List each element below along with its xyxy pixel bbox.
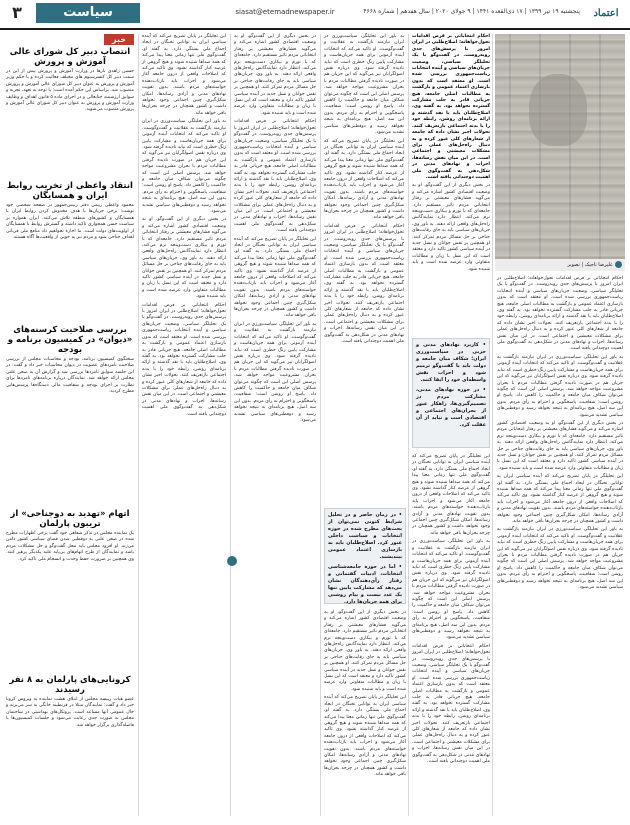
pull-quote-text: • در حوزه نهادهای مدنی، مشارکت مردم در تصمیم‌گیری‌ها، راهکار عبور از بحران‌های اجتماعی و اقتصادی است و نباید از آن غفلت کرد.: [416, 387, 486, 428]
article-paragraph: احکام انتخاباتی بر فرض اقدامات تحول‌خواهانه؛ اصلاح‌طلبی در ایران امروز با پرسش‌های جدی روبه‌روست. در گفت‌وگو با یک تحلیلگر سیاسی، وضعیت جریان‌های سیاسی و آینده انتخابات ریاست‌جمهوری بررسی شده است. او معتقد است که بدون بازسازی اعتماد عمومی و بازگشت به مطالبات اصلی جامعه، هیچ جریانی قادر به جلب مشارکت گسترده نخواهد بود. به گفته وی، اصلاح‌طلبان باید با نقد گذشته و ارائه برنامه‌ای روشن، رابطه خود را با بدنه اجتماعی بازتعریف کنند. تحولات اخیر نشان داده که جامعه از شعارهای کلی عبور کرده و به دنبال راه‌حل‌های عملی برای مشکلات معیشتی و اجتماعی است. در این میان نقش رسانه‌ها، احزاب و نهادهای مدنی در شکل‌دهی به گفت‌وگوی ملی اهمیت دوچندانی یافته است.: [234, 119, 316, 234]
page-header: [0, 0, 630, 30]
article-paragraph: به باور این تحلیلگر، سیاست‌ورزی در ایران نیازمند بازگشت به عقلانیت و گفت‌وگوست. او تاکید می‌کند که انتخابات آینده آزمونی برای همه جریان‌هاست و مشارکت پایین زنگ خطری است که نباید نادیده گرفته شود. وی درباره نقش اصولگرایان نیز می‌گوید که این جریان هم در صورت نادیده گرفتن مطالبات مردم با بحران مشروعیت مواجه خواهد شد. پرسش اصلی این است که چگونه می‌توان شکاف میان جامعه و حاکمیت را کاهش داد. پاسخ او روشن است: شفافیت، پاسخگویی و احترام به رأی مردم. بدون این سه اصل، هیچ برنامه‌ای به نتیجه نخواهد رسید و دوقطبی‌های سیاسی تشدید می‌شود.: [324, 34, 404, 136]
pull-quote-text: • اما در حوزه جامعه‌شناسی انتخابات، ادبیات گفتمانی و رفتار رأی‌دهندگان نشان می‌دهد که مشارکت پایین تنها یک عدد نیست و پیام روشنی برای همه جریان‌ها دارد.: [328, 564, 402, 605]
pull-quote-text: • کاربرد نهادهای مدنی و حزبی در سیاست‌ورزی ایران؛ شکاف میان جامعه و دولت باید با گفت‌وگو ترمیم شود و احزاب نقش واسطه‌ای خود را ایفا کنند.: [416, 342, 486, 383]
article-paragraph: در بخش دیگری از این گفت‌وگو، او به وضعیت اقتصادی کشور اشاره می‌کند و می‌گوید فشارهای معیشتی بر رفتار انتخاباتی مردم تاثیر مستقیم دارد. جامعه‌ای که با تورم و بیکاری دست‌وپنجه نرم می‌کند، انتظار دارد نمایندگانش راه‌حل‌های واقعی ارائه دهند. به باور وی، جریان‌های سیاسی باید به جای رقابت‌های جناحی بر حل مسائل مردم تمرکز کنند. او همچنین بر نقش جوانان و نسل جدید در آینده سیاسی کشور تاکید دارد و معتقد است که این نسل با زبان و مطالبات متفاوتی وارد عرصه شده است و باید شنیده شود.: [497, 420, 623, 471]
news-item: [6, 181, 134, 319]
article-paragraph: احکام انتخاباتی بر فرض اقدامات تحول‌خواهانه؛ اصلاح‌طلبی در ایران امروز با پرسش‌های جدی روبه‌روست. در گفت‌وگو با یک تحلیلگر سیاسی، وضعیت جریان‌های سیاسی و آینده انتخابات ریاست‌جمهوری بررسی شده است. او معتقد است که بدون بازسازی اعتماد عمومی و بازگشت به مطالبات اصلی جامعه، هیچ جریانی قادر به جلب مشارکت گسترده نخواهد بود. به گفته وی، اصلاح‌طلبان باید با نقد گذشته و ارائه برنامه‌ای روشن، رابطه خود را با بدنه اجتماعی بازتعریف کنند. تحولات اخیر نشان داده که جامعه از شعارهای کلی عبور کرده و به دنبال راه‌حل‌های عملی برای مشکلات معیشتی و اجتماعی است. در این میان نقش رسانه‌ها، احزاب و نهادهای مدنی در شکل‌دهی به گفت‌وگوی ملی اهمیت دوچندانی یافته است.: [412, 643, 490, 765]
column-divider: [230, 34, 231, 816]
section-title: سیاست: [36, 3, 140, 23]
article-lead: احکام انتخاباتی بر فرض اقدامات تحول‌خواهانه؛ اصلاح‌طلبی در ایران امروز با پرسش‌های جدی روبه‌روست. در گفت‌وگو با یک تحلیلگر سیاسی، وضعیت جریان‌های سیاسی و آینده انتخابات ریاست‌جمهوری بررسی شده است. او معتقد است که بدون بازسازی اعتماد عمومی و بازگشت به مطالبات اصلی جامعه، هیچ جریانی قادر به جلب مشارکت گسترده نخواهد بود. به گفته وی، اصلاح‌طلبان باید با نقد گذشته و ارائه برنامه‌ای روشن، رابطه خود را با بدنه اجتماعی بازتعریف کنند. تحولات اخیر نشان داده که جامعه از شعارهای کلی عبور کرده و به دنبال راه‌حل‌های عملی برای مشکلات معیشتی و اجتماعی است. در این میان نقش رسانه‌ها، احزاب و نهادهای مدنی در شکل‌دهی به گفت‌وگوی ملی اهمیت دوچندانی یافته است.: [411, 34, 490, 180]
article-column: [234, 34, 316, 816]
article-paragraph: به باور این تحلیلگر، سیاست‌ورزی در ایران نیازمند بازگشت به عقلانیت و گفت‌وگوست. او تاکید می‌کند که انتخابات آینده آزمونی برای همه جریان‌هاست و مشارکت پایین زنگ خطری است که نباید نادیده گرفته شود. وی درباره نقش اصولگرایان نیز می‌گوید که این جریان هم در صورت نادیده گرفتن مطالبات مردم با بحران مشروعیت مواجه خواهد شد. پرسش اصلی این است که چگونه می‌توان شکاف میان جامعه و حاکمیت را کاهش داد. پاسخ او روشن است: شفافیت، پاسخگویی و احترام به رأی مردم. بدون این سه اصل، هیچ برنامه‌ای به نتیجه نخواهد رسید و دوقطبی‌های سیاسی تشدید می‌شود.: [497, 527, 623, 591]
article-column: [412, 34, 490, 334]
article-column: [324, 34, 404, 504]
article-column: [324, 610, 406, 816]
news-brief-column: [6, 34, 134, 816]
news-item-body: سخنگوی کمیسیون برنامه، بودجه و محاسبات مجلس از بررسی صلاحیت نامزدهای عضویت در دیوان محاسبات خبر داد و گفت: در این جلسه سوابق نامزدها بررسی شد و گزارش آن به صحن علنی مجلس ارائه خواهد شد. نمایندگان درباره برنامه‌های نامزدها برای نظارت بر اجرای بودجه و شفافیت مالی دستگاه‌ها پرسش‌هایی مطرح کردند.: [6, 357, 134, 395]
news-item-body: عضو هیات رییسه مجلس از ابتلای هشت نماینده به ویروس کرونا خبر داد و گفت: نمایندگان مبتلا در قرنطینه خانگی به سر می‌برند و حال عمومی آنها مساعد است. پروتکل‌های بهداشتی در ساختمان مجلس به صورت جدی رعایت می‌شود و جلسات کمیسیون‌ها با فاصله‌گذاری برگزار خواهد شد.: [6, 697, 134, 728]
article-paragraph: احکام انتخاباتی بر فرض اقدامات تحول‌خواهانه؛ اصلاح‌طلبی در ایران امروز با پرسش‌های جدی روبه‌روست. در گفت‌وگو با یک تحلیلگر سیاسی، وضعیت جریان‌های سیاسی و آینده انتخابات ریاست‌جمهوری بررسی شده است. او معتقد است که بدون بازسازی اعتماد عمومی و بازگشت به مطالبات اصلی جامعه، هیچ جریانی قادر به جلب مشارکت گسترده نخواهد بود. به گفته وی، اصلاح‌طلبان باید با نقد گذشته و ارائه برنامه‌ای روشن، رابطه خود را با بدنه اجتماعی بازتعریف کنند. تحولات اخیر نشان داده که جامعه از شعارهای کلی عبور کرده و به دنبال راه‌حل‌های عملی برای مشکلات معیشتی و اجتماعی است. در این میان نقش رسانه‌ها، احزاب و نهادهای مدنی در شکل‌دهی به گفت‌وگوی ملی اهمیت دوچندانی یافته است.: [142, 302, 226, 417]
news-item-body: یک نماینده مجلس در تذکر شفاهی خود گفت برخی اظهارات مطرح شده در صحن علنی به دوقطبی شدن فضای سیاسی کشور دامن می‌زند. او افزود مجلس باید محل گفت‌وگو و حل مشکلات مردم باشد و نمایندگان از طرح اتهام‌های بی‌پایه علیه یکدیگر پرهیز کنند. وی همچنین بر ضرورت حفظ وحدت و انسجام ملی تاکید کرد.: [6, 531, 134, 562]
article-paragraph: احکام انتخاباتی بر فرض اقدامات تحول‌خواهانه؛ اصلاح‌طلبی در ایران امروز با پرسش‌های جدی روبه‌روست. در گفت‌وگو با یک تحلیلگر سیاسی، وضعیت جریان‌های سیاسی و آینده انتخابات ریاست‌جمهوری بررسی شده است. او معتقد است که بدون بازسازی اعتماد عمومی و بازگشت به مطالبات اصلی جامعه، هیچ جریانی قادر به جلب مشارکت گسترده نخواهد بود. به گفته وی، اصلاح‌طلبان باید با نقد گذشته و ارائه برنامه‌ای روشن، رابطه خود را با بدنه اجتماعی بازتعریف کنند. تحولات اخیر نشان داده که جامعه از شعارهای کلی عبور کرده و به دنبال راه‌حل‌های عملی برای مشکلات معیشتی و اجتماعی است. در این میان نقش رسانه‌ها، احزاب و نهادهای مدنی در شکل‌دهی به گفت‌وگوی ملی اهمیت دوچندانی یافته است.: [497, 276, 623, 352]
article-paragraph: به باور این تحلیلگر، سیاست‌ورزی در ایران نیازمند بازگشت به عقلانیت و گفت‌وگوست. او تاکید می‌کند که انتخابات آینده آزمونی برای همه جریان‌هاست و مشارکت پایین زنگ خطری است که نباید نادیده گرفته شود. وی درباره نقش اصولگرایان نیز می‌گوید که این جریان هم در صورت نادیده گرفتن مطالبات مردم با بحران مشروعیت مواجه خواهد شد. پرسش اصلی این است که چگونه می‌توان شکاف میان جامعه و حاکمیت را کاهش داد. پاسخ او روشن است: شفافیت، پاسخگویی و احترام به رأی مردم. بدون این سه اصل، هیچ برنامه‌ای به نتیجه نخواهد رسید و دوقطبی‌های سیاسی تشدید می‌شود.: [142, 119, 226, 214]
article-paragraph: این تحلیلگر در پایان تصریح می‌کند که آینده سیاسی ایران به توانایی نخبگان در ایجاد اجماع ملی بستگی دارد. به گفته او، گفت‌وگوی ملی تنها زمانی معنا پیدا می‌کند که همه صداها شنیده شوند و هیچ گروهی از عرصه کنار گذاشته نشود. وی تاکید می‌کند که اصلاحات واقعی از درون جامعه آغاز می‌شود و احزاب باید بازتاب‌دهنده خواسته‌های مردم باشند. بدون تقویت نهادهای مدنی و آزادی رسانه‌ها، امکان شکل‌گیری چنین اجماعی وجود نخواهد داشت و کشور همچنان در چرخه بحران‌ها باقی خواهد ماند.: [324, 695, 406, 778]
news-item: [6, 325, 134, 503]
news-item: [6, 509, 134, 669]
portrait-photo: [495, 34, 625, 259]
column-divider: [408, 34, 409, 816]
article-paragraph: احکام انتخاباتی بر فرض اقدامات تحول‌خواهانه؛ اصلاح‌طلبی در ایران امروز با پرسش‌های جدی روبه‌روست. در گفت‌وگو با یک تحلیلگر سیاسی، وضعیت جریان‌های سیاسی و آینده انتخابات ریاست‌جمهوری بررسی شده است. او معتقد است که بدون بازسازی اعتماد عمومی و بازگشت به مطالبات اصلی جامعه، هیچ جریانی قادر به جلب مشارکت گسترده نخواهد بود. به گفته وی، اصلاح‌طلبان باید با نقد گذشته و ارائه برنامه‌ای روشن، رابطه خود را با بدنه اجتماعی بازتعریف کنند. تحولات اخیر نشان داده که جامعه از شعارهای کلی عبور کرده و به دنبال راه‌حل‌های عملی برای مشکلات معیشتی و اجتماعی است. در این میان نقش رسانه‌ها، احزاب و نهادهای مدنی در شکل‌دهی به گفت‌وگوی ملی اهمیت دوچندانی یافته است.: [324, 223, 404, 345]
pull-quote-text: • در زمان حاضر و در تحلیل شرایط کنونی نمی‌توان از بحث‌های مطرح شده در حوزه انتخابات و سیاست داخلی عبور کرد. اصلاح‌طلبان باید به بازسازی اعتماد عمومی بیندیشند.: [328, 512, 402, 560]
news-item-title: انتصاب دبیر کل شورای عالی آموزش و پرورش: [9, 47, 131, 67]
article-paragraph: این تحلیلگر در پایان تصریح می‌کند که آینده سیاسی ایران به توانایی نخبگان در ایجاد اجماع ملی بستگی دارد. به گفته او، گفت‌وگوی ملی تنها زمانی معنا پیدا می‌کند که همه صداها شنیده شوند و هیچ گروهی از عرصه کنار گذاشته نشود. وی تاکید می‌کند که اصلاحات واقعی از درون جامعه آغاز می‌شود و احزاب باید بازتاب‌دهنده خواسته‌های مردم باشند. بدون تقویت نهادهای مدنی و آزادی رسانه‌ها، امکان شکل‌گیری چنین اجماعی وجود نخواهد داشت و کشور همچنان در چرخه بحران‌ها باقی خواهد ماند.: [412, 454, 490, 536]
column-divider: [138, 34, 139, 816]
article-paragraph: به باور این تحلیلگر، سیاست‌ورزی در ایران نیازمند بازگشت به عقلانیت و گفت‌وگوست. او تاکید می‌کند که انتخابات آینده آزمونی برای همه جریان‌هاست و مشارکت پایین زنگ خطری است که نباید نادیده گرفته شود. وی درباره نقش اصولگرایان نیز می‌گوید که این جریان هم در صورت نادیده گرفتن مطالبات مردم با بحران مشروعیت مواجه خواهد شد. پرسش اصلی این است که چگونه می‌توان شکاف میان جامعه و حاکمیت را کاهش داد. پاسخ او روشن است: شفافیت، پاسخگویی و احترام به رأی مردم. بدون این سه اصل، هیچ برنامه‌ای به نتیجه نخواهد رسید و دوقطبی‌های سیاسی تشدید می‌شود.: [412, 539, 490, 641]
news-item-body: محمود واعظی رییس دفتر رییس‌جمهور در صفحه شخصی خود نوشت: برخی جریان‌ها با هدف مخدوش کردن روابط ایران با همسایگان و کشورهای منطقه تلاش می‌کنند. ایران همواره بر سیاست حسن همجواری تاکید داشته و گسترش روابط با همسایگان از اولویت‌های دولت است. ما اجازه نخواهیم داد منافع ملی قربانی اهداف جناحی شود و مردم نیز به خوبی از واقعیت‌ها آگاه هستند.: [6, 203, 134, 241]
article-paragraph: در بخش دیگری از این گفت‌وگو، او به وضعیت اقتصادی کشور اشاره می‌کند و می‌گوید فشارهای معیشتی بر رفتار انتخاباتی مردم تاثیر مستقیم دارد. جامعه‌ای که با تورم و بیکاری دست‌وپنجه نرم می‌کند، انتظار دارد نمایندگانش راه‌حل‌های واقعی ارائه دهند. به باور وی، جریان‌های سیاسی باید به جای رقابت‌های جناحی بر حل مسائل مردم تمرکز کنند. او همچنین بر نقش جوانان و نسل جدید در آینده سیاسی کشور تاکید دارد و معتقد است که این نسل با زبان و مطالبات متفاوتی وارد عرصه شده است و باید شنیده شود.: [234, 34, 316, 116]
issue-dateline: پنجشنبه ۱۹ تیر ۱۳۹۹ | ۱۷ ذی‌القعده ۱۴۴۱ | ۹ جولای ۲۰۲۰ | سال هفدهم | شماره ۴۶۶۸: [363, 8, 580, 15]
page-number: ۳: [12, 3, 22, 22]
article-paragraph: در بخش دیگری از این گفت‌وگو، او به وضعیت اقتصادی کشور اشاره می‌کند و می‌گوید فشارهای معیشتی بر رفتار انتخاباتی مردم تاثیر مستقیم دارد. جامعه‌ای که با تورم و بیکاری دست‌وپنجه نرم می‌کند، انتظار دارد نمایندگانش راه‌حل‌های واقعی ارائه دهند. به باور وی، جریان‌های سیاسی باید به جای رقابت‌های جناحی بر حل مسائل مردم تمرکز کنند. او همچنین بر نقش جوانان و نسل جدید در آینده سیاسی کشور تاکید دارد و معتقد است که این نسل با زبان و مطالبات متفاوتی وارد عرصه شده است و باید شنیده شود.: [324, 610, 406, 692]
news-item: [6, 675, 134, 825]
news-item-title: اتهام «تهدید به دوجناحی» از تریبون پارلمان: [10, 509, 130, 529]
article-paragraph: در بخش دیگری از این گفت‌وگو، او به وضعیت اقتصادی کشور اشاره می‌کند و می‌گوید فشارهای معیشتی بر رفتار انتخاباتی مردم تاثیر مستقیم دارد. جامعه‌ای که با تورم و بیکاری دست‌وپنجه نرم می‌کند، انتظار دارد نمایندگانش راه‌حل‌های واقعی ارائه دهند. به باور وی، جریان‌های سیاسی باید به جای رقابت‌های جناحی بر حل مسائل مردم تمرکز کنند. او همچنین بر نقش جوانان و نسل جدید در آینده سیاسی کشور تاکید دارد و معتقد است که این نسل با زبان و مطالبات متفاوتی وارد عرصه شده است و باید شنیده شود.: [142, 217, 226, 300]
section-email: siasat@etemadnewspaper.ir: [235, 8, 335, 16]
news-item-title: بررسی صلاحیت کرسنه‌های «دیوان» در کمیسیون برنامه و بودجه: [7, 325, 133, 355]
pull-quote-box: [412, 338, 490, 448]
caption-dot-icon: [615, 261, 622, 268]
column-divider: [320, 34, 321, 816]
article-paragraph: این تحلیلگر در پایان تصریح می‌کند که آینده سیاسی ایران به توانایی نخبگان در ایجاد اجماع ملی بستگی دارد. به گفته او، گفت‌وگوی ملی تنها زمانی معنا پیدا می‌کند که همه صداها شنیده شوند و هیچ گروهی از عرصه کنار گذاشته نشود. وی تاکید می‌کند که اصلاحات واقعی از درون جامعه آغاز می‌شود و احزاب باید بازتاب‌دهنده خواسته‌های مردم باشند. بدون تقویت نهادهای مدنی و آزادی رسانه‌ها، امکان شکل‌گیری چنین اجماعی وجود نخواهد داشت و کشور همچنان در چرخه بحران‌ها باقی خواهد ماند.: [497, 474, 623, 525]
news-tag: خبر: [104, 34, 134, 45]
news-item-title: کرونایی‌های پارلمان به ۸ نفر رسیدند: [9, 675, 131, 695]
news-item-title: انتقاد واعظی از تخریب روابط ایران و همسایگان: [7, 181, 133, 201]
article-paragraph: به باور این تحلیلگر، سیاست‌ورزی در ایران نیازمند بازگشت به عقلانیت و گفت‌وگوست. او تاکید می‌کند که انتخابات آینده آزمونی برای همه جریان‌هاست و مشارکت پایین زنگ خطری است که نباید نادیده گرفته شود. وی درباره نقش اصولگرایان نیز می‌گوید که این جریان هم در صورت نادیده گرفتن مطالبات مردم با بحران مشروعیت مواجه خواهد شد. پرسش اصلی این است که چگونه می‌توان شکاف میان جامعه و حاکمیت را کاهش داد. پاسخ او روشن است: شفافیت، پاسخگویی و احترام به رأی مردم. بدون این سه اصل، هیچ برنامه‌ای به نتیجه نخواهد رسید و دوقطبی‌های سیاسی تشدید می‌شود.: [234, 321, 316, 423]
pull-quote-box: [324, 508, 406, 604]
article-paragraph: به باور این تحلیلگر، سیاست‌ورزی در ایران نیازمند بازگشت به عقلانیت و گفت‌وگوست. او تاکید می‌کند که انتخابات آینده آزمونی برای همه جریان‌هاست و مشارکت پایین زنگ خطری است که نباید نادیده گرفته شود. وی درباره نقش اصولگرایان نیز می‌گوید که این جریان هم در صورت نادیده گرفتن مطالبات مردم با بحران مشروعیت مواجه خواهد شد. پرسش اصلی این است که چگونه می‌توان شکاف میان جامعه و حاکمیت را کاهش داد. پاسخ او روشن است: شفافیت، پاسخگویی و احترام به رأی مردم. بدون این سه اصل، هیچ برنامه‌ای به نتیجه نخواهد رسید و دوقطبی‌های سیاسی تشدید می‌شود.: [497, 354, 623, 418]
news-item: [6, 47, 134, 175]
column-divider: [492, 34, 493, 816]
article-column: [412, 454, 490, 816]
newspaper-logo: اعتماد: [593, 8, 619, 19]
article-column: [497, 276, 623, 816]
photo-caption-text: علیرضا تاجیک | تصویر: [567, 262, 613, 268]
article-paragraph: این تحلیلگر در پایان تصریح می‌کند که آینده سیاسی ایران به توانایی نخبگان در ایجاد اجماع ملی بستگی دارد. به گفته او، گفت‌وگوی ملی تنها زمانی معنا پیدا می‌کند که همه صداها شنیده شوند و هیچ گروهی از عرصه کنار گذاشته نشود. وی تاکید می‌کند که اصلاحات واقعی از درون جامعه آغاز می‌شود و احزاب باید بازتاب‌دهنده خواسته‌های مردم باشند. بدون تقویت نهادهای مدنی و آزادی رسانه‌ها، امکان شکل‌گیری چنین اجماعی وجود نخواهد داشت و کشور همچنان در چرخه بحران‌ها باقی خواهد ماند.: [324, 138, 404, 221]
article-paragraph: این تحلیلگر در پایان تصریح می‌کند که آینده سیاسی ایران به توانایی نخبگان در ایجاد اجماع ملی بستگی دارد. به گفته او، گفت‌وگوی ملی تنها زمانی معنا پیدا می‌کند که همه صداها شنیده شوند و هیچ گروهی از عرصه کنار گذاشته نشود. وی تاکید می‌کند که اصلاحات واقعی از درون جامعه آغاز می‌شود و احزاب باید بازتاب‌دهنده خواسته‌های مردم باشند. بدون تقویت نهادهای مدنی و آزادی رسانه‌ها، امکان شکل‌گیری چنین اجماعی وجود نخواهد داشت و کشور همچنان در چرخه بحران‌ها باقی خواهد ماند.: [142, 34, 226, 116]
article-column: [142, 34, 226, 816]
photo-caption: [495, 259, 625, 271]
news-item-body: حسین زاهدی بارها در وزارت آموزش و پرورش پیش از این در سمت دبیر کل کنسرسیوم های مختلف فعالیت کرده و با حکم وزیر آموزش و پرورش به عنوان دبیر کل شورای عالی آموزش و پرورش منصوب شد. براساس این حکم آمده است: با توجه به تعهد، تجربه و سوابق ارزشمند جنابعالی و در اجرای ماده ۵ قانون اهداف و وظایف وزارت آموزش و پرورش به عنوان دبیر کل شورای عالی آموزش و پرورش منصوب می‌شوید.: [6, 69, 134, 113]
article-paragraph: در بخش دیگری از این گفت‌وگو، او به وضعیت اقتصادی کشور اشاره می‌کند و می‌گوید فشارهای معیشتی بر رفتار انتخاباتی مردم تاثیر مستقیم دارد. جامعه‌ای که با تورم و بیکاری دست‌وپنجه نرم می‌کند، انتظار دارد نمایندگانش راه‌حل‌های واقعی ارائه دهند. به باور وی، جریان‌های سیاسی باید به جای رقابت‌های جناحی بر حل مسائل مردم تمرکز کنند. او همچنین بر نقش جوانان و نسل جدید در آینده سیاسی کشور تاکید دارد و معتقد است که این نسل با زبان و مطالبات متفاوتی وارد عرصه شده است و باید شنیده شود.: [412, 183, 490, 272]
section-marker-icon: [227, 556, 237, 566]
article-paragraph: این تحلیلگر در پایان تصریح می‌کند که آینده سیاسی ایران به توانایی نخبگان در ایجاد اجماع ملی بستگی دارد. به گفته او، گفت‌وگوی ملی تنها زمانی معنا پیدا می‌کند که همه صداها شنیده شوند و هیچ گروهی از عرصه کنار گذاشته نشود. وی تاکید می‌کند که اصلاحات واقعی از درون جامعه آغاز می‌شود و احزاب باید بازتاب‌دهنده خواسته‌های مردم باشند. بدون تقویت نهادهای مدنی و آزادی رسانه‌ها، امکان شکل‌گیری چنین اجماعی وجود نخواهد داشت و کشور همچنان در چرخه بحران‌ها باقی خواهد ماند.: [234, 236, 316, 319]
portrait-silhouette: [529, 74, 587, 146]
